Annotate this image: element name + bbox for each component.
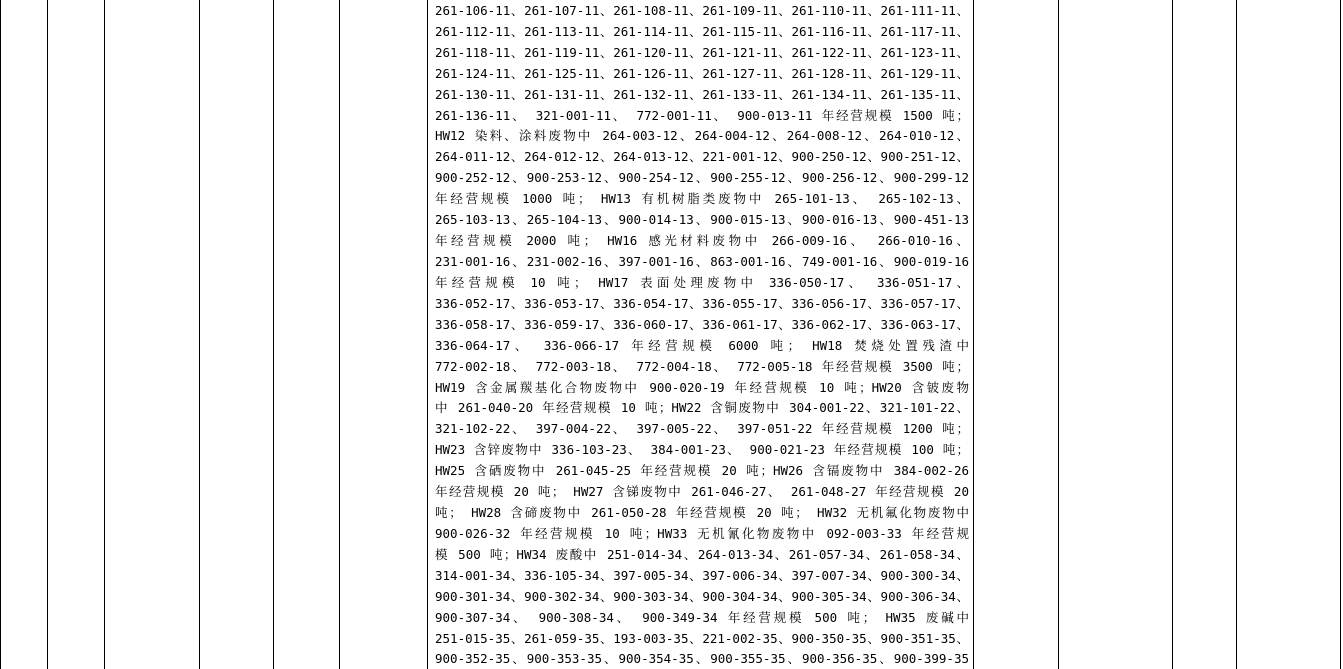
- column-border: [47, 0, 48, 669]
- text-line: 261-112-11、261-113-11、261-114-11、261-115-11、261-116-11、261-117-11、: [435, 24, 969, 39]
- text-line: 314-001-34、336-105-34、397-005-34、397-006-34、397-007-34、900-300-34、: [435, 568, 969, 583]
- text-line: 吨； HW28 含碲废物中 261-050-28 年经营规模 20 吨； HW32 无机氟化物废物中: [435, 505, 969, 520]
- column-border: [0, 0, 1, 669]
- text-line: 900-301-34、900-302-34、900-303-34、900-304-34、900-305-34、900-306-34、: [435, 589, 969, 604]
- column-border: [973, 0, 974, 669]
- text-line: 251-015-35、261-059-35、193-003-35、221-002-35、900-350-35、900-351-35、: [435, 631, 969, 646]
- column-border: [199, 0, 200, 669]
- text-line: 模 500 吨；HW34 废酸中 251-014-34、264-013-34、261-057-34、261-058-34、: [435, 547, 969, 562]
- text-line: 年经营规模 20 吨； HW27 含锑废物中 261-046-27、 261-048-27 年经营规模 20: [435, 484, 969, 499]
- text-line: 年经营规模 2000 吨； HW16 感光材料废物中 266-009-16、 266-010-16、: [435, 233, 969, 248]
- text-line: 261-124-11、261-125-11、261-126-11、261-127-11、261-128-11、261-129-11、: [435, 66, 969, 81]
- text-line: HW23 含锌废物中 336-103-23、 384-001-23、 900-021-23 年经营规模 100 吨；: [435, 442, 969, 457]
- text-line: 261-136-11、 321-001-11、 772-001-11、 900-013-11 年经营规模 1500 吨；: [435, 108, 969, 123]
- text-line: 900-026-32 年经营规模 10 吨；HW33 无机氰化物废物中 092-003-33 年经营规: [435, 526, 969, 541]
- column-border: [104, 0, 105, 669]
- text-line: 年经营规模 10 吨； HW17 表面处理废物中 336-050-17、 336-051-17、: [435, 275, 969, 290]
- text-line: 261-118-11、261-119-11、261-120-11、261-121-11、261-122-11、261-123-11、: [435, 45, 969, 60]
- text-line: 336-064-17、 336-066-17 年经营规模 6000 吨； HW18 焚烧处置残渣中: [435, 338, 969, 353]
- text-line: 261-130-11、261-131-11、261-132-11、261-133-11、261-134-11、261-135-11、: [435, 87, 969, 102]
- text-line: 265-103-13、265-104-13、900-014-13、900-015-13、900-016-13、900-451-13: [435, 212, 969, 227]
- text-line: 772-002-18、 772-003-18、 772-004-18、 772-005-18 年经营规模 3500 吨；: [435, 359, 969, 374]
- text-line: HW25 含硒废物中 261-045-25 年经营规模 20 吨；HW26 含镉废物中 384-002-26: [435, 463, 969, 478]
- text-line: 年经营规模 1000 吨； HW13 有机树脂类废物中 265-101-13、 265-102-13、: [435, 191, 969, 206]
- column-border: [1340, 0, 1341, 669]
- text-line: 900-352-35、900-353-35、900-354-35、900-355-35、900-356-35、900-399-35: [435, 651, 969, 666]
- text-line: 261-106-11、261-107-11、261-108-11、261-109-11、261-110-11、261-111-11、: [435, 3, 969, 18]
- text-line: 321-102-22、 397-004-22、 397-005-22、 397-051-22 年经营规模 1200 吨；: [435, 421, 969, 436]
- column-border: [1172, 0, 1173, 669]
- scope-text-cell: [428, 0, 973, 669]
- text-line: 264-011-12、264-012-12、264-013-12、221-001-12、900-250-12、900-251-12、: [435, 149, 969, 164]
- text-line: 900-307-34、 900-308-34、 900-349-34 年经营规模 500 吨； HW35 废碱中: [435, 610, 969, 625]
- text-line: HW19 含金属羰基化合物废物中 900-020-19 年经营规模 10 吨；HW20 含铍废物: [435, 380, 969, 395]
- column-border: [273, 0, 274, 669]
- text-line: 336-058-17、336-059-17、336-060-17、336-061-17、336-062-17、336-063-17、: [435, 317, 969, 332]
- text-line: 336-052-17、336-053-17、336-054-17、336-055-17、336-056-17、336-057-17、: [435, 296, 969, 311]
- text-line: 中 261-040-20 年经营规模 10 吨；HW22 含铜废物中 304-001-22、321-101-22、: [435, 400, 969, 415]
- column-border: [1236, 0, 1237, 669]
- column-border: [1058, 0, 1059, 669]
- text-line: 900-252-12、900-253-12、900-254-12、900-255-12、900-256-12、900-299-12: [435, 170, 969, 185]
- text-line: HW12 染料、涂料废物中 264-003-12、264-004-12、264-008-12、264-010-12、: [435, 128, 969, 143]
- text-line: 231-001-16、231-002-16、397-001-16、863-001-16、749-001-16、900-019-16: [435, 254, 969, 269]
- column-border: [339, 0, 340, 669]
